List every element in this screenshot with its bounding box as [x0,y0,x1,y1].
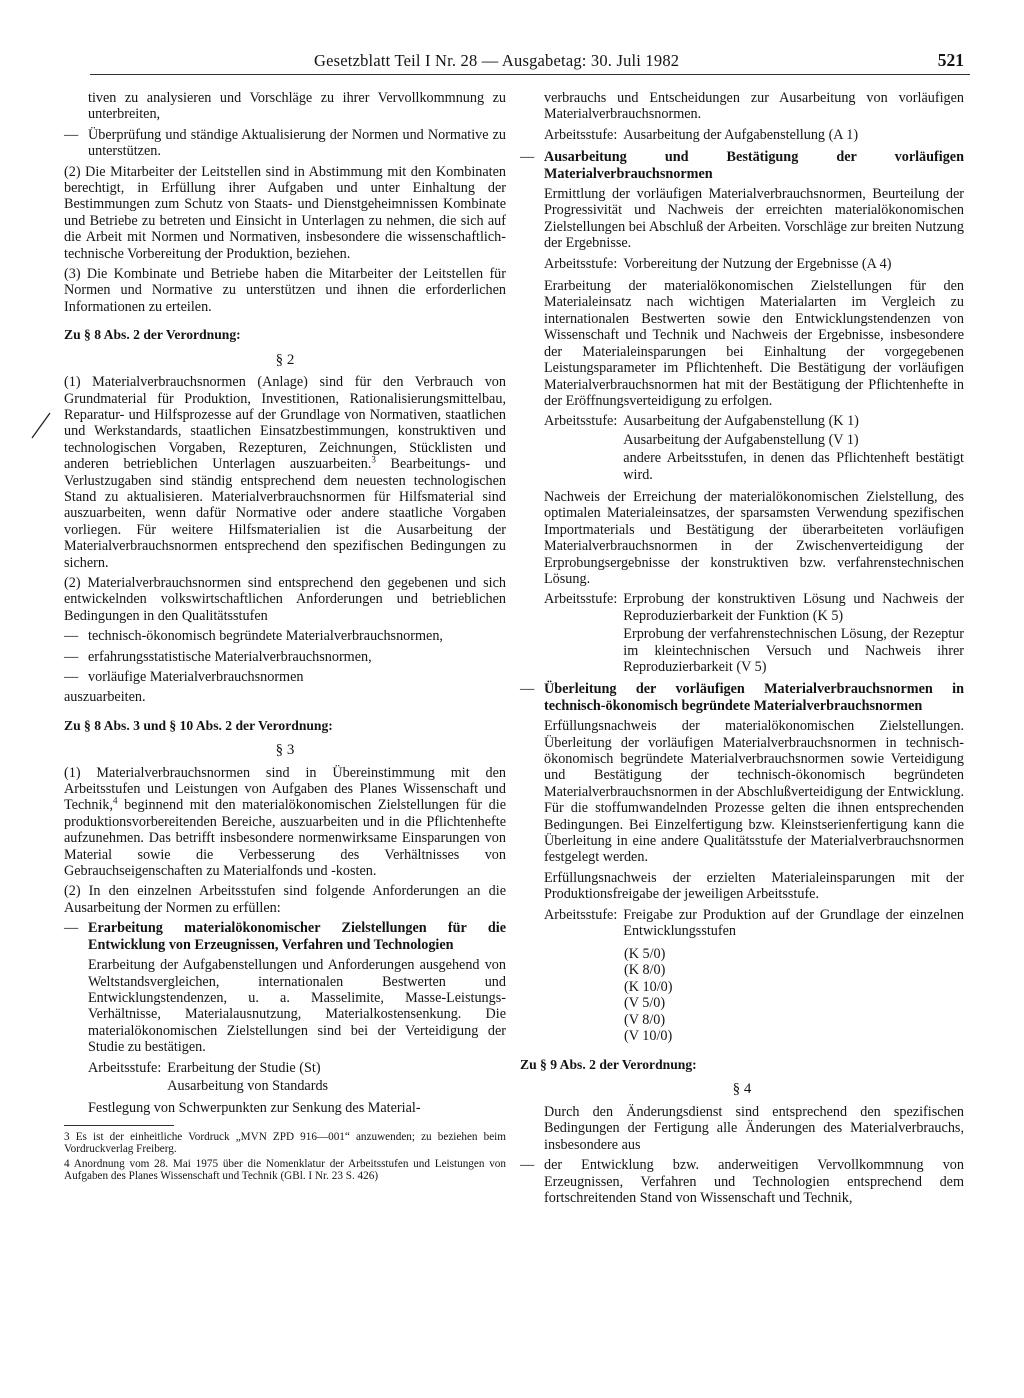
paragraph: (2) Materialverbrauchsnormen sind entsprechend den gegebenen und sich entwickelnden volkswirtschaftlichen Anforderungen und betrieblichen Bedingungen in den Qualitätsstufen [64,574,506,624]
list-item: — vorläufige Materialverbrauchsnormen [64,669,304,685]
section-reference: Zu § 9 Abs. 2 der Verordnung: [520,1057,697,1073]
right-column [520,90,964,1210]
footnote-mark: 3 [371,454,376,465]
arbeitsstufe: Arbeitsstufe: Freigabe zur Produktion auf der Grundlage der einzelnen Entwicklungsstufen [544,906,964,940]
list-item: — erfahrungsstatistische Materialverbrauchsnormen, [64,648,372,665]
running-header [300,48,970,74]
arbeitsstufe: Arbeitsstufe: Ausarbeitung der Aufgabenstellung (K 1) Ausarbeitung der Aufgabenstellung (V 1) andere Arbeitsstufen, in denen das Pflichtenheft bestätigt wird. [544,413,964,483]
section-heading: § 4 [732,1081,752,1098]
footnote-rule [64,1125,174,1126]
left-column [64,90,506,1184]
stage-code: (V 5/0) [624,995,666,1012]
section-heading: § 3 [275,742,295,759]
arbeitsstufe: Arbeitsstufe: Erarbeitung der Studie (St) Ausarbeitung von Standards [88,1059,329,1094]
paragraph: (2) In den einzelnen Arbeitsstufen sind folgende Anforderungen an die Ausarbeitung der Normen zu erfüllen: [64,883,506,916]
header-rule [90,74,970,75]
paragraph: Nachweis der Erreichung der materialökonomischen Zielstellung, des optimalen Materialeinsatzes, der sparsamsten Verwendung spezifischen Importmaterials und Bestätigung der überarbeiteten vorläufigen Materialverbrauchsnormen in der Zwischenverteidigung der Erprobungsergebnisse der konstruktiven bzw. verfahrenstechnischen Lösung. [544,488,964,587]
stage-code: (V 8/0) [624,1011,666,1028]
stage-code: (V 10/0) [624,1028,673,1045]
list-item: — der Entwicklung bzw. anderweitigen Vervollkommnung von Erzeugnissen, Verfahren und Technologien entsprechend dem fortschreitenden Stand von Wissenschaft und Technik, [520,1157,964,1206]
paragraph: tiven zu analysieren und Vorschläge zu ihrer Vervollkommnung zu unterbreiten, [88,90,506,123]
footnote: 4 Anordnung vom 28. Mai 1975 über die Nomenklatur der Arbeitsstufen und Leistungen von Aufgaben des Planes Wissenschaft und Technik (GBl. I Nr. 23 S. 426) [64,1157,506,1182]
section-reference: Zu § 8 Abs. 2 der Verordnung: [64,327,241,343]
paragraph: auszuarbeiten. [64,689,146,706]
paragraph: (1) Materialverbrauchsnormen sind in Übereinstimmung mit den Arbeitsstufen und Leistungen von Aufgaben des Planes Wissenschaft und Technik,$^4$ beginnend mit den materialökonomischen Zielstellungen für die produktionsvorbereitenden Bereiche, auszuarbeiten und in die Pflichtenhefte aufzunehmen. Das betrifft insbesondere normenwirksame Einsparungen von Material sowie die Verbesserung des Verhältnisses von Gebrauchseigenschaften zu Materialfonds und -kosten. [64,764,506,880]
stage-code: (K 10/0) [624,978,673,995]
paragraph: verbrauchs und Entscheidungen zur Ausarbeitung von vorläufigen Materialverbrauchsnormen. [544,90,964,123]
paragraph: Ermittlung der vorläufigen Materialverbrauchsnormen, Beurteilung der Progressivität und Nachweis der erreichten materialökonomischen Zielstellungen bei Abschluß der Arbeiten. Vorschläge zur breiten Nutzung der Ergebnisse. [544,186,964,252]
arbeitsstufe: Arbeitsstufe: Vorbereitung der Nutzung der Ergebnisse (A 4) [544,255,892,272]
page-number: 521 [937,50,964,70]
stage-code: (K 8/0) [624,962,666,979]
footnote-mark: 4 [113,795,118,806]
list-item: — Überleitung der vorläufigen Materialverbrauchsnormen in technisch-ökonomisch begründete Materialverbrauchsnormen [520,681,964,714]
paragraph: Durch den Änderungsdienst sind entsprechend den spezifischen Bedingungen der Fertigung alle Änderungen des Materialverbrauchs, insbesondere aus [544,1103,964,1153]
footnote: 3 Es ist der einheitliche Vordruck „MVN ZPD 916—001“ anzuwenden; zu beziehen beim Vordruckverlag Freiberg. [64,1130,506,1156]
list-item: — technisch-ökonomisch begründete Materialverbrauchsnormen, [64,628,443,645]
section-reference: Zu § 8 Abs. 3 und § 10 Abs. 2 der Verordnung: [64,717,333,733]
stage-code-list [520,946,964,1046]
paragraph: Erfüllungsnachweis der materialökonomischen Zielstellungen. Überleitung der vorläufigen Materialverbrauchsnormen in technisch-ökonomisch begründete Materialverbrauchsnormen sowie Verteidigung und Bestätigung der technisch-ökonomisch begründeten Materialverbrauchsnormen in der Abschlußverteidigung der Entwicklung. Für die stoffumwandelnden Prozesse gelten die ihnen entsprechenden Bedingungen. Bei Einzelfertigung bzw. Kleinstserienfertigung kann die Überleitung in eine andere Qualitätsstufe der Materialverbrauchsnormen festgelegt werden. [544,718,964,866]
list-item: — Überprüfung und ständige Aktualisierung der Normen und Normative zu unterstützen. [64,126,506,160]
section-heading: § 2 [275,351,295,368]
arbeitsstufe: Arbeitsstufe: Erprobung der konstruktiven Lösung und Nachweis der Reproduzierbarkeit der Funktion (K 5) Erprobung der verfahrenstechnischen Lösung, der Rezeptur im kleintechnischen Versuch und Nachweis ihrer Reproduzierbarkeit (V 5) [544,591,964,675]
stage-code: (K 5/0) [624,945,666,962]
paragraph: Festlegung von Schwerpunkten zur Senkung des Material- [88,1100,421,1117]
paragraph: Erarbeitung der materialökonomischen Zielstellungen für den Materialeinsatz nach wichtigen Materialarten im Vergleich zu internationalen Bestwerten sowie den Entwicklungstendenzen von Wissenschaft und Technik und Nachweis der Ergebnisse, insbesondere der Materialeinsparungen bei Einhaltung der vorgegebenen Leistungsparameter im Pflichtenheft. Die Bestätigung der vorläufigen Materialverbrauchsnormen hat mit der Bestätigung der Pflichtenhefte in der Eröffnungsverteidigung zu erfolgen. [544,278,964,409]
list-item: — Erarbeitung materialökonomischer Zielstellungen für die Entwicklung von Erzeugnissen, Verfahren und Technologien [64,920,506,953]
paragraph: Erarbeitung der Aufgabenstellungen und Anforderungen ausgehend von Weltstandsvergleichen, internationalen Bestwerten und Entwicklungstendenzen, u. a. Masselimite, Masse-Leistungs-Verhältnisse, Materialausnutzung, Materialkostensenkung. Die materialökonomischen Zielstellungen sind bei der Verteidigung der Studie zu bestätigen. [88,957,506,1056]
paragraph: (3) Die Kombinate und Betriebe haben die Mitarbeiter der Leitstellen für Normen und Normative zu unterstützen und ihnen die erforderlichen Informationen zu erteilen. [64,266,506,315]
paragraph: Erfüllungsnachweis der erzielten Materialeinsparungen mit der Produktionsfreigabe der jeweiligen Arbeitsstufe. [544,869,964,903]
paragraph: (2) Die Mitarbeiter der Leitstellen sind in Abstimmung mit den Kombinaten berechtigt, in Erfüllung ihrer Aufgaben und unter Einhaltung der Bestimmungen zum Schutz von Staats- und Dienstgeheimnissen Kombinate und Betriebe zu betreten und Einsicht in Unterlagen zu nehmen, die sich auf die Arbeit mit Normen und Normativen, insbesondere die wissenschaftlich-technische Vorbereitung der Produktion, beziehen. [64,163,506,262]
list-item: — Ausarbeitung und Bestätigung der vorläufigen Materialverbrauchsnormen [520,149,964,182]
paragraph: (1) Materialverbrauchsnormen (Anlage) sind für den Verbrauch von Grundmaterial für Produktion, Investitionen, Rationalisierungsmittelbau, Reparatur- und Hilfsprozesse auf der Grundlage von Normativen, staatlichen und Werkstandards, staatlichen Einsatzbestimmungen, konstruktiven und technologischen Vorgaben, Rezepturen, Zeichnungen, Stücklisten und anderen betrieblichen Unterlagen auszuarbeiten.$^3$ Bearbeitungs- und Verlustzugaben sind ständig entsprechend dem neuesten technologischen Stand zu aktualisieren. Materialverbrauchsnormen für Hilfsmaterial sind auszuarbeiten, wenn dafür Normative oder andere staatliche Vorgaben vorliegen. Für weitere Hilfsmaterialien ist die Ausarbeitung der Materialverbrauchsnormen entsprechend den spezifischen Bedingungen zu sichern. [64,374,506,571]
header-title: Gesetzblatt Teil I Nr. 28 — Ausgabetag: 30. Juli 1982 [314,51,680,70]
margin-mark-icon [30,410,52,440]
arbeitsstufe: Arbeitsstufe: Ausarbeitung der Aufgabenstellung (A 1) [544,126,859,143]
